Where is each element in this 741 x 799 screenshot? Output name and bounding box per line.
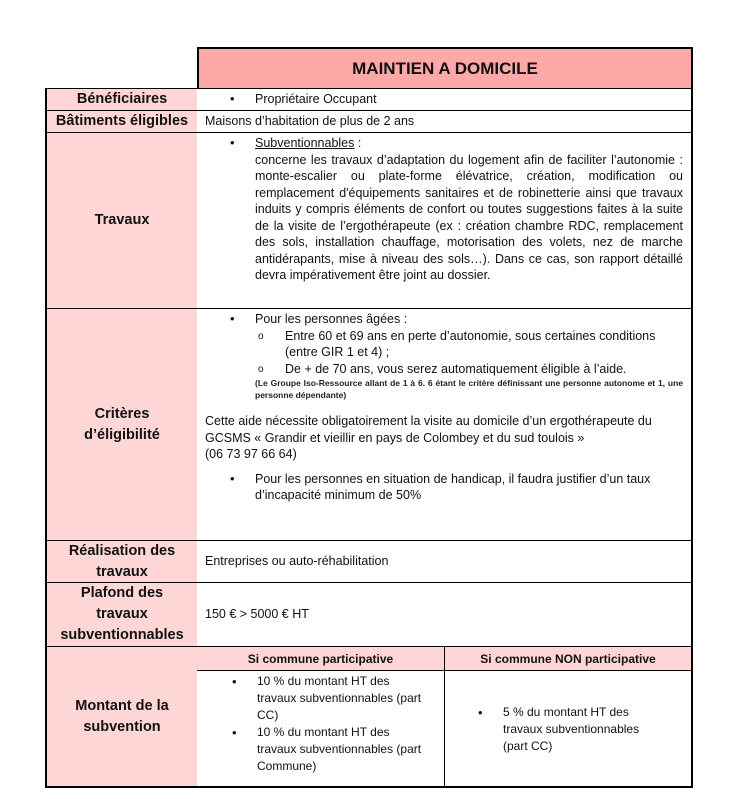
- label-line: Plafond des: [80, 585, 164, 601]
- value-plafond-travaux: [197, 582, 693, 646]
- label-line: subventionnables: [60, 627, 184, 643]
- label-travaux: Travaux: [45, 132, 198, 308]
- label-batiments-eligibles: Bâtiments éligibles: [45, 110, 198, 132]
- label-montant-subvention: [45, 646, 198, 788]
- gir-note: (Le Groupe Iso-Ressource allant de 1 à 6. 6 étant le critère définissant une personne autonome et 1, une personne dépendante): [255, 378, 683, 400]
- label-realisation-travaux: [45, 540, 198, 582]
- elderly-heading: Pour les personnes âgées :: [255, 312, 408, 326]
- label-criteres-eligibilite: [45, 308, 198, 540]
- plafond-text: 150 € > 5000 € HT: [205, 607, 309, 622]
- col-header-participative: Si commune participative: [197, 647, 445, 671]
- list-item: • 5 % du montant HT des travaux subventionnables (part CC): [503, 704, 651, 755]
- label-plafond-travaux: [45, 582, 198, 646]
- sub-list-item: o De + de 70 ans, vous serez automatiquement éligible à l’aide.: [285, 361, 683, 378]
- value-travaux: [197, 132, 693, 308]
- list-item: • 10 % du montant HT des travaux subventionnables (part CC): [257, 673, 430, 724]
- table-title: MAINTIEN A DOMICILE: [197, 47, 693, 89]
- value-realisation-travaux: [197, 540, 693, 582]
- value-montant-subvention: [197, 646, 693, 788]
- visit-requirement: [197, 413, 683, 463]
- label-line: d’éligibilité: [84, 426, 160, 443]
- list-item: [255, 311, 683, 377]
- list-item: • Propriétaire Occupant: [255, 91, 691, 108]
- value-beneficiaires: [197, 88, 693, 110]
- non-participative-content: [445, 671, 691, 787]
- value-batiments-eligibles: [197, 110, 693, 132]
- label-beneficiaires: Bénéficiaires: [45, 88, 198, 110]
- list-item: • 10 % du montant HT des travaux subventionnables (part Commune): [257, 724, 430, 775]
- label-line: travaux: [96, 606, 148, 622]
- list-item: • Pour les personnes en situation de handicap, il faudra justifier d’un taux d’incapacité minimum de 50%: [255, 471, 683, 504]
- phone-number: (06 73 97 66 64): [205, 447, 297, 461]
- participative-content: [197, 671, 445, 787]
- sub-list-item: o Entre 60 et 69 ans en perte d’autonomie, sous certaines conditions (entre GIR 1 et 4) ;: [285, 328, 683, 361]
- subventionnables-heading: Subventionnables: [255, 136, 355, 150]
- label-line: Montant de la: [75, 697, 169, 714]
- col-header-non-participative: Si commune NON participative: [445, 647, 691, 671]
- realisation-text: Entreprises ou auto-réhabilitation: [205, 554, 389, 569]
- travaux-description: concerne les travaux d’adaptation du logement afin de faciliter l’autonomie : monte-escalier ou plate-forme élévatrice, création, modification ou remplacement d'équipements sanitaires et de robinetterie ainsi que travaux induits y compris éléments de confort ou toutes suggestions faites à la suite de la visite de l’ergothérapeute (ex : création chambre RDC, remplacement des sols, installation chauffage, motorisation des volets, nez de marche antidérapants, mise à niveau des sols…). Dans ce cas, son rapport détaillé devra impérativement être joint au dossier.: [255, 152, 683, 282]
- label-line: Critères: [94, 405, 150, 422]
- label-line: Réalisation des: [68, 542, 176, 559]
- label-line: travaux: [96, 563, 148, 580]
- value-criteres-eligibilite: [197, 308, 693, 540]
- heading-suffix: :: [354, 136, 362, 150]
- visit-text: Cette aide nécessite obligatoirement la visite au domicile d’un ergothérapeute du GCSMS « Grandir et vieillir en pays de Colombey et du sud toulois »: [205, 414, 652, 445]
- label-line: subvention: [83, 718, 161, 735]
- batiments-text: Maisons d’habitation de plus de 2 ans: [205, 114, 415, 129]
- list-item: [255, 135, 683, 152]
